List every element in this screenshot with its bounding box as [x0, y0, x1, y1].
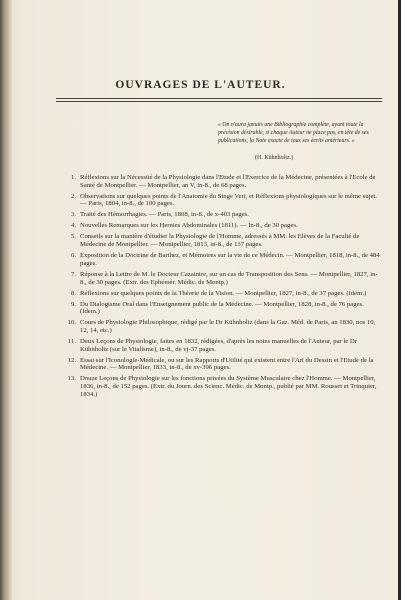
title-rule-top — [56, 98, 382, 99]
epigraph-author: (H. Kühnholtz.) — [255, 155, 294, 161]
work-number: 9. — [70, 300, 76, 308]
work-item — [62, 233, 380, 248]
work-text: Exposition de la Doctrine de Barthez, et Mémoires sur la vie de ce Médecin. — Montpellier, 1818, in-8., de 484 pages. — [80, 252, 380, 267]
work-text: Conseils sur la manière d'étudier la Physiologie de l'Homme, adressés à MM. les Elèves de la Faculté de Médecine de Montpellier. — Montpellier, 1813, in-8., de 137 pages. — [80, 233, 360, 249]
work-item — [62, 290, 380, 298]
work-item — [62, 174, 380, 189]
work-number: 13. — [67, 375, 76, 383]
work-item — [62, 319, 380, 334]
work-text: Réflexions sur quelques points de la Théorie de la Vision. — Montpellier, 1827, in-8., de 37 pages. (Idem.) — [80, 289, 367, 297]
work-item — [62, 338, 380, 353]
page-title: OUVRAGES DE L'AUTEUR. — [115, 79, 286, 91]
works-list — [62, 174, 380, 402]
title-rule-bottom — [56, 101, 382, 102]
work-text: Douze Leçons de Physiologie sur les fonctions privées du Système Musculaire chez l'Homme. — Montpellier, 1836, in-8., de 152 pages. (Extr. du Journ. des Scienc. Médic. de Montp., publié par MM. Rousset et Trinquier, 1834.) — [80, 375, 377, 398]
work-text: Observations sur quelques points de l'Anatomie du Singe Vert, et Réflexions physiologiques sur le même sujet. — Paris, 1804, in-8., de 100 pages. — [80, 192, 377, 208]
work-number: 12. — [67, 356, 76, 364]
work-item — [62, 222, 380, 230]
work-item — [62, 211, 380, 219]
work-item — [62, 252, 380, 267]
epigraph-quote: « On n'aura jamais une Bibliographie complète, ayant toute la précision désirable, si chaque Auteur ne place pas, en tête de ses publications, la Note exacte de tous ses écrits antérieurs. » — [218, 122, 369, 145]
work-text: Réflexions sur la Nécessité de la Physiologie dans l'Etude et l'Exercice de la Médecine, présentées à l'Ecole de Santé de Montpellier. — Montpellier, an V, in-8., de 68 pages. — [80, 174, 376, 189]
work-item — [62, 271, 380, 286]
work-number: 2. — [70, 192, 76, 200]
work-number: 5. — [70, 233, 76, 241]
work-number: 8. — [70, 289, 76, 297]
work-number: 11. — [67, 337, 76, 345]
work-text: Nouvelles Remarques sur les Hernies Abdominales (1811). — In-8., de 30 pages. — [80, 222, 298, 230]
work-number: 10. — [67, 319, 76, 327]
work-text: Deux Leçons de Physiologie, faites en 1832, rédigées, d'après les notes manuelles de l'Auteur, par le Dr Kühnholtz (sur le Vitalisme), in-8., de vj-37 pages. — [80, 337, 357, 353]
work-number: 4. — [70, 222, 76, 230]
work-number: 6. — [70, 252, 76, 260]
work-text: Cours de Physiologie Philosophique, rédigé par le Dr Kühnholtz (dans la Gaz. Méd. de Paris, an 1830, nos 10, 12, 14, etc.) — [80, 319, 376, 334]
work-number: 3. — [70, 211, 76, 219]
work-item — [62, 301, 380, 316]
work-text: Du Dialogisme Oral dans l'Enseignement public de la Médecine. — Montpellier, 1828, in-8., de 76 pages. (Idem.) — [80, 300, 364, 316]
work-text: Réponse à la Lettre de M. le Docteur Cazaintre, sur un cas de Transposition des Sens. — Montpellier, 1827, in-8., de 30 pages. (Extr. des Ephémér. Médic. de Montp.) — [80, 270, 378, 286]
work-text: Essai sur l'Iconologie-Médicale, ou sur les Rapports d'Utilité qui existent entre l'Art du Dessin et l'Etude de la Médecine. — Montpellier, 1833, in-8., de xv-396 pages. — [80, 356, 374, 372]
work-item — [62, 357, 380, 372]
work-item — [62, 193, 380, 208]
work-text: Traité des Hémorrhagies. — Paris, 1808, in-8., de x-403 pages. — [80, 211, 249, 219]
work-number: 7. — [70, 270, 76, 278]
work-number: 1. — [70, 174, 76, 181]
work-item — [62, 375, 380, 398]
